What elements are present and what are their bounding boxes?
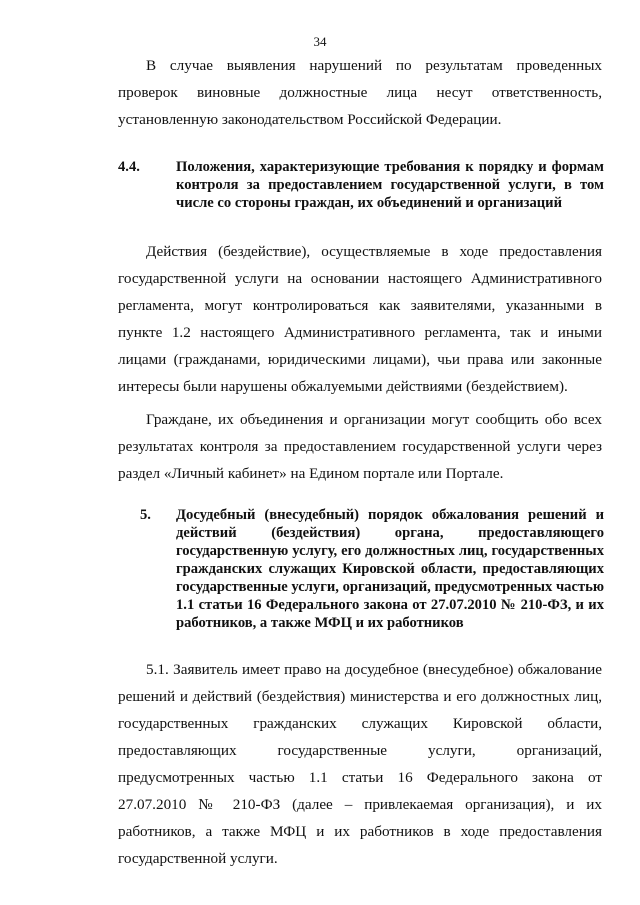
heading-5-text: Досудебный (внесудебный) порядок обжалования решений и действий (бездействия) органа, предоставляющего государственную услугу, его должностных лиц, государственных гражданских служащих Кировской области, предоставляющих государственные услуги, организаций, предусмотренных частью 1.1 статьи 16 Федерального закона от 27.07.2010 № 210-ФЗ, и их работников, а также МФЦ и их работников (176, 507, 604, 631)
paragraph-actions-control: Действия (бездействие), осуществляемые в ходе предоставления государственной услуги на основании настоящего Административного регламента, могут контролироваться как заявителями, указанными в пункте 1.2 настоящего Административного регламента, так и иными лицами (гражданами, юридическими лицами), чьи права или законные интересы были нарушены обжалуемыми действиями (бездействием). (118, 243, 602, 395)
paragraph-5-1: 5.1. Заявитель имеет право на досудебное (внесудебное) обжалование решений и действий (бездействия) министерства и его должностных лиц, государственных гражданских служащих Кировской области, предоставляющих государственные услуги, организаций, предусмотренных частью 1.1 статьи 16 Федерального закона от 27.07.2010 № 210-ФЗ (далее – привлекаемая организация), и их работников, а также МФЦ и их работников в ходе предоставления государственной услуги. (118, 661, 602, 867)
heading-4-4-number: 4.4. (118, 159, 140, 175)
paragraph-violations: В случае выявления нарушений по результатам проведенных проверок виновные должностные лица несут ответственность, установленную законодательством Российской Федерации. (118, 57, 602, 128)
heading-5-number: 5. (140, 507, 151, 523)
heading-4-4-text: Положения, характеризующие требования к порядку и формам контроля за предоставлением государственной услуги, в том числе со стороны граждан, их объединений и организаций (176, 159, 604, 211)
page-number: 34 (313, 34, 327, 49)
paragraph-citizens-report: Граждане, их объединения и организации могут сообщить обо всех результатах контроля за предоставлением государственной услуги через раздел «Личный кабинет» на Едином портале или Портале. (118, 411, 602, 482)
